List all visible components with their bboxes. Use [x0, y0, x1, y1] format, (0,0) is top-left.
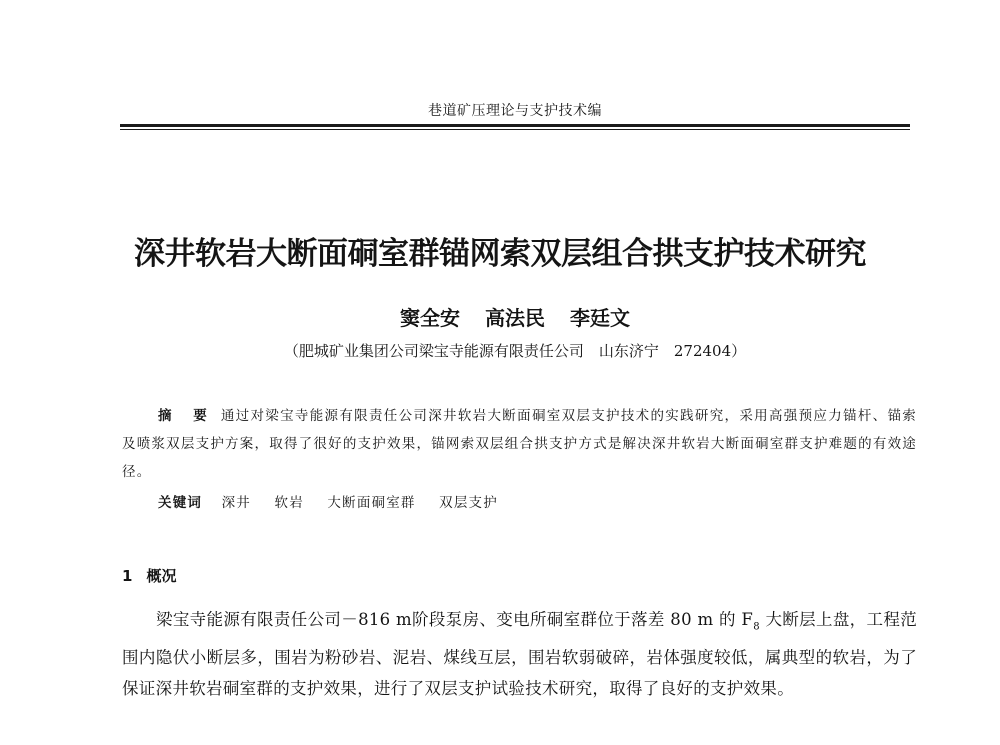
keyword-item: 双层支护: [439, 495, 498, 511]
keywords: [158, 491, 516, 511]
section-number: 1: [122, 567, 133, 585]
abstract: [122, 402, 917, 486]
keyword-item: 深井: [221, 495, 252, 511]
abstract-text: 通过对梁宝寺能源有限责任公司深井软岩大断面硐室双层支护技术的实践研究，采用高强预应力锚杆、锚索及喷浆双层支护方案，取得了很好的支护效果，锚网索双层组合拱支护方式是解决深井软岩大断面硐室群支护难题的有效途径。: [122, 408, 917, 480]
keyword-item: 大断面硐室群: [327, 495, 416, 511]
section-title: 概况: [146, 567, 177, 585]
author-1: 窦全安: [400, 306, 461, 330]
affiliation: （肥城矿业集团公司梁宝寺能源有限责任公司 山东济宁 272404）: [283, 342, 747, 360]
section-heading: [122, 565, 176, 586]
keywords-label: 关键词: [158, 495, 203, 511]
author-2: 高法民: [485, 306, 545, 330]
header-rule-thick: [120, 124, 910, 127]
keyword-item: 软岩: [274, 495, 304, 511]
abstract-label: 摘 要: [158, 408, 211, 424]
header-rule-thin: [120, 129, 910, 130]
author-3: 李廷文: [569, 306, 630, 330]
running-head: 巷道矿压理论与支护技术编: [428, 103, 602, 119]
body-text-part1: 梁宝寺能源有限责任公司－816 m阶段泵房、变电所硐室群位于落差 80 m 的 F: [156, 610, 754, 629]
body-paragraph: [122, 604, 917, 704]
paper-title: 深井软岩大断面硐室群锚网索双层组合拱支护技术研究: [134, 236, 866, 272]
fault-subscript: 8: [753, 621, 760, 633]
body-text-part2: 大断层上盘，工程范围内隐伏小断层多，围岩为粉砂岩、泥岩、煤线互层，围岩软弱破碎，岩体强度较低，属典型的软岩，为了保证深井软岩硐室群的支护效果，进行了双层支护试验技术研究，取得了良好的支护效果。: [122, 610, 917, 699]
author-list: [120, 302, 910, 331]
